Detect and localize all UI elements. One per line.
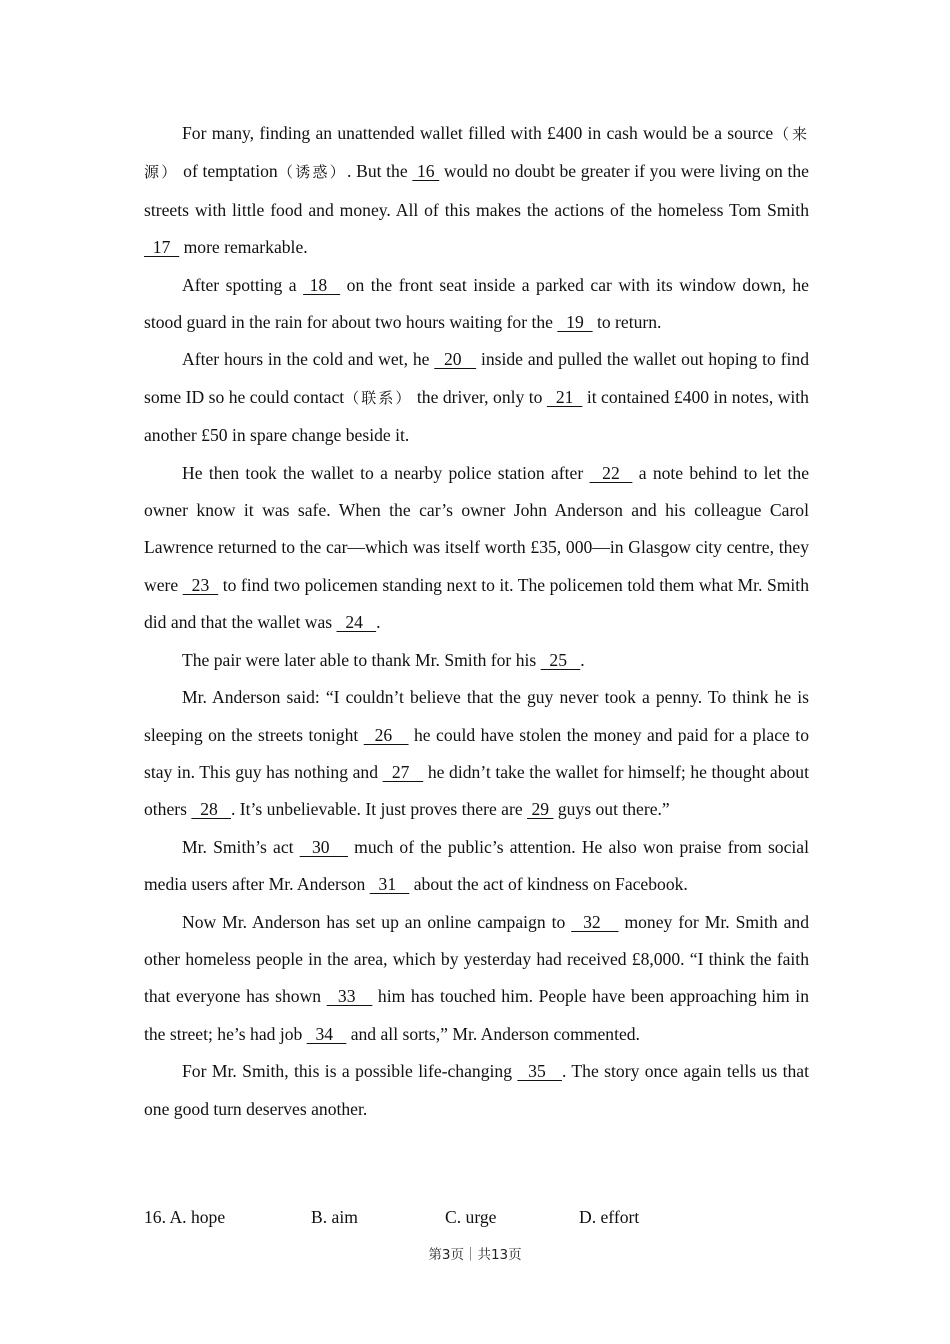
text-run: The pair were later able to thank Mr. Smith for his	[182, 649, 541, 670]
blank-number: 35	[517, 1061, 562, 1082]
text-run: money for Mr. Smith and other homeless people in the area, which by yesterday had received £8,000. “I think the faith that everyone has shown	[144, 911, 809, 1007]
text-run: about the act of kindness on Facebook.	[409, 874, 688, 895]
cloze-passage	[144, 115, 809, 1128]
text-run: and all sorts,” Mr. Anderson commented.	[346, 1023, 640, 1044]
text-run: Now Mr. Anderson has set up an online campaign to	[182, 911, 572, 932]
text-run: For Mr. Smith, this is a possible life-changing	[182, 1061, 518, 1082]
text-run: Mr. Anderson said: “I couldn’t believe that the guy never took a penny. To think he is sleeping on the streets tonight	[144, 687, 809, 745]
blank-number: 34	[306, 1023, 347, 1044]
blank-number: 33	[326, 986, 373, 1007]
text-run: . The story once again tells us that one good turn deserves another.	[144, 1061, 809, 1119]
paragraph	[144, 115, 809, 267]
question-16-option-d: D. effort	[579, 1207, 640, 1227]
text-run: him has touched him. People have been approaching him in the street; he’s had job	[144, 986, 809, 1044]
blank-number: 21	[546, 386, 583, 407]
blank-number: 19	[557, 312, 593, 333]
text-run: After spotting a	[182, 274, 304, 295]
paragraph	[144, 1053, 809, 1128]
text-run: .	[376, 612, 381, 633]
text-run: he could have stolen the money and paid for a place to stay in. This guy has nothing and	[144, 724, 809, 782]
text-run: He then took the wallet to a nearby police station after	[182, 462, 590, 483]
paragraph	[144, 829, 809, 904]
blank-number: 29	[527, 799, 554, 820]
blank-number: 25	[540, 649, 581, 670]
text-run: it contained £400 in notes, with another £50 in spare change beside it.	[144, 386, 809, 446]
text-run: more remarkable.	[179, 237, 308, 258]
text-run: . But the	[347, 161, 413, 182]
paragraph	[144, 642, 809, 679]
paragraph	[144, 341, 809, 454]
page-footer: 第3页｜共13页	[428, 1247, 522, 1263]
blank-number: 20	[434, 349, 477, 370]
text-run: For many, finding an unattended wallet filled with £400 in cash would be a source	[182, 123, 774, 143]
blank-number: 30	[299, 836, 349, 857]
blank-number: 28	[191, 799, 231, 820]
chinese-gloss: （来源）	[144, 125, 809, 182]
text-run: Mr. Smith’s act	[182, 836, 300, 857]
text-run: he didn’t take the wallet for himself; he thought about others	[144, 761, 809, 820]
question-16-option-b: B. aim	[311, 1207, 358, 1227]
question-16-option-c: C. urge	[445, 1207, 497, 1227]
text-run: a note behind to let the owner know it was safe. When the car’s owner John Anderson and his colleague Carol Lawrence returned to the car—which was itself worth £35, 000—in Glasgow city centre, they were	[144, 462, 810, 595]
text-run: After hours in the cold and wet, he	[182, 349, 435, 370]
paragraph	[144, 904, 809, 1054]
chinese-gloss: （诱惑）	[277, 163, 348, 182]
text-run: would no doubt be greater if you were living on the streets with little food and money. All of this makes the actions of the homeless Tom Smith	[144, 161, 809, 220]
blank-number: 31	[369, 874, 410, 895]
blank-number: 27	[382, 761, 424, 782]
blank-number: 23	[182, 574, 219, 595]
blank-number: 32	[571, 911, 619, 932]
text-run: .	[580, 649, 585, 670]
blank-number: 22	[589, 462, 633, 483]
paragraph	[144, 679, 809, 829]
text-run: inside and pulled the wallet out hoping to find some ID so he could contact	[144, 349, 809, 407]
text-run: to find two policemen standing next to it. The policemen told them what Mr. Smith did and that the wallet was	[144, 574, 809, 633]
text-run: the driver, only to	[412, 386, 547, 407]
blank-number: 17	[144, 237, 180, 258]
text-run: on the front seat inside a parked car with its window down, he stood guard in the rain for about two hours waiting for the	[144, 274, 809, 333]
question-16-option-a: 16. A. hope	[144, 1207, 226, 1227]
text-run: . It’s unbelievable. It just proves there are	[231, 799, 528, 820]
blank-number: 24	[336, 612, 377, 633]
text-run: to return.	[592, 312, 662, 333]
paragraph	[144, 455, 809, 642]
blank-number: 16	[412, 161, 440, 182]
text-run: of temptation	[178, 161, 278, 182]
chinese-gloss: （联系）	[344, 388, 413, 407]
blank-number: 18	[303, 274, 341, 295]
text-run: guys out there.”	[553, 799, 670, 820]
text-run: much of the public’s attention. He also won praise from social media users after Mr. Anderson	[144, 836, 809, 895]
paragraph	[144, 267, 809, 342]
blank-number: 26	[363, 724, 409, 745]
